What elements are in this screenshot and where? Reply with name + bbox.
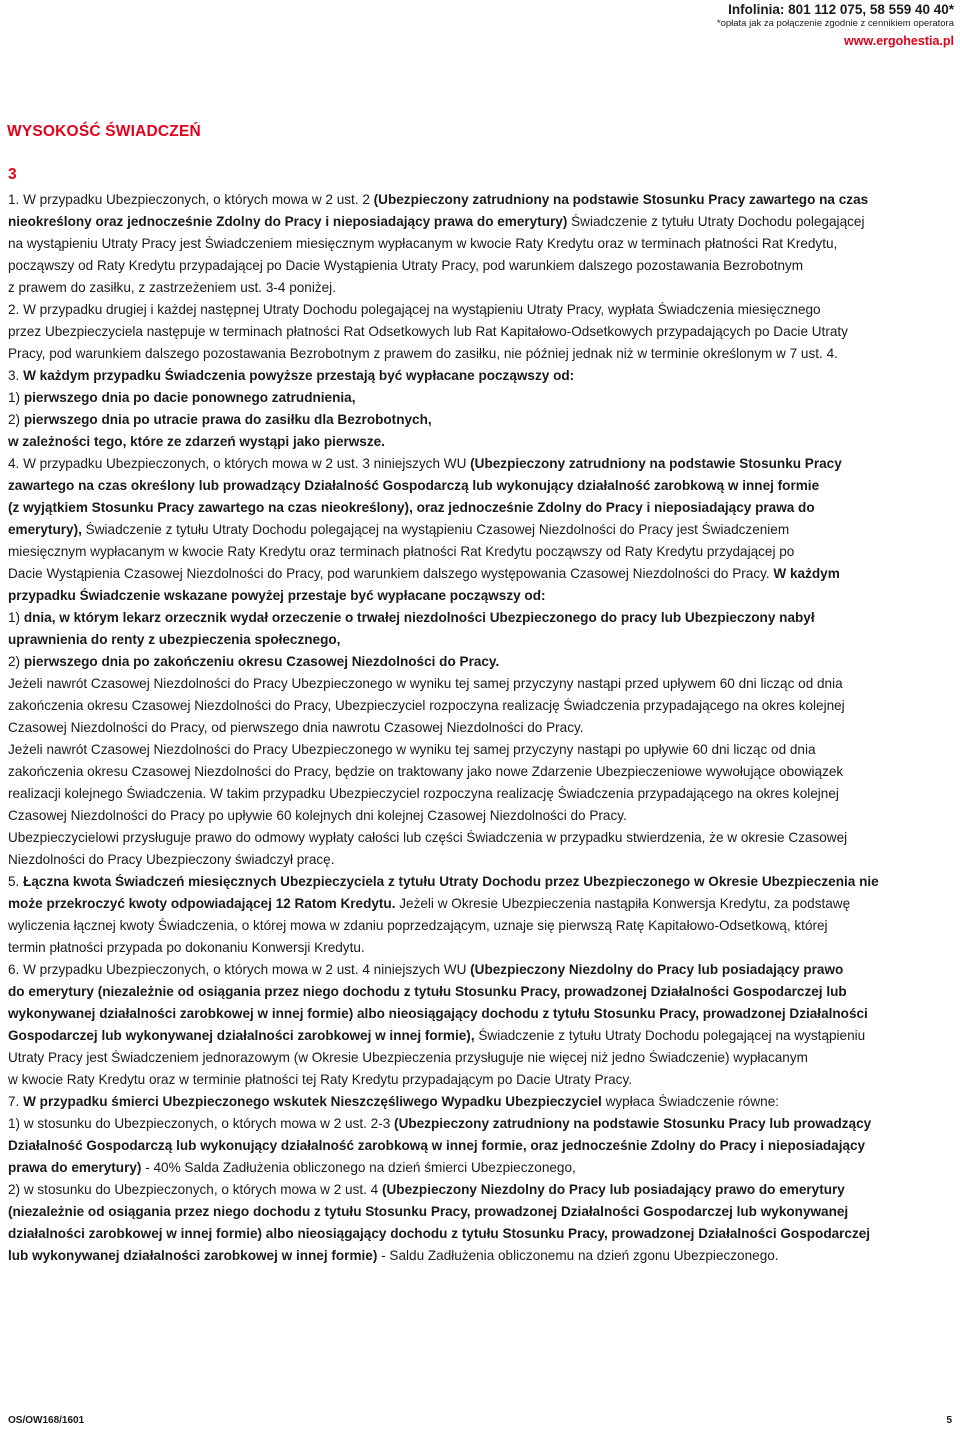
text-run: począwszy od Raty Kredytu przypadającej po Dacie Wystąpienia Utraty Pracy, pod warunkiem dalszego pozostawania Bezrobotnym xyxy=(8,258,804,273)
text-line xyxy=(8,387,954,409)
bold-text-run: może przekroczyć kwoty odpowiadającej 12 Ratom Kredytu. xyxy=(8,896,396,911)
text-run: Jeżeli w Okresie Ubezpieczenia nastąpiła Konwersja Kredytu, za podstawę xyxy=(395,896,851,911)
text-line xyxy=(8,1047,954,1069)
text-line xyxy=(8,321,954,343)
bold-text-run: (niezależnie od osiągania przez niego dochodu z tytułu Stosunku Pracy, prowadzonej Działalności Gospodarczej lub wykonywanej xyxy=(8,1204,849,1219)
text-line xyxy=(8,1025,954,1047)
bold-text-run: do emerytury (niezależnie od osiągania przez niego dochodu z tytułu Stosunku Pracy, prowadzonej Działalności Gospodarczej lub xyxy=(8,984,847,999)
text-run: Czasowej Niezdolności do Pracy po upływie 60 kolejnych dni kolejnej Czasowej Niezdolności do Pracy. xyxy=(8,808,627,823)
text-run: 2) xyxy=(8,654,24,669)
text-run: w kwocie Raty Kredytu oraz w terminie płatności tej Raty Kredytu przypadającym po Dacie Utraty Pracy. xyxy=(8,1072,632,1087)
text-line xyxy=(8,695,954,717)
fee-note: *opłata jak za połączenie zgodnie z cennikiem operatora xyxy=(716,18,954,29)
text-line xyxy=(8,233,954,255)
text-run: 3. xyxy=(8,368,24,383)
bold-text-run: nieokreślony oraz jednocześnie Zdolny do Pracy i nieposiadający prawa do emerytury) xyxy=(8,214,568,229)
bold-text-run: Gospodarczej lub wykonywanej działalności zarobkowej w innej formie), xyxy=(8,1028,475,1043)
bold-text-run: pierwszego dnia po utracie prawa do zasiłku dla Bezrobotnych, xyxy=(23,412,432,427)
text-run: Świadczenie z tytułu Utraty Dochodu polegającej na wystąpieniu Czasowej Niezdolności do Pracy jest Świadczeniem xyxy=(81,522,790,537)
text-run: Pracy, pod warunkiem dalszego pozostawania Bezrobotnym z prawem do zasiłku, nie później jednak niż w terminie określonym w 7 ust. 4. xyxy=(8,346,838,361)
text-line xyxy=(8,651,954,673)
text-line xyxy=(8,453,954,475)
text-line xyxy=(8,1223,954,1245)
bold-text-run: pierwszego dnia po zakończeniu okresu Czasowej Niezdolności do Pracy. xyxy=(23,654,500,669)
text-run: miesięcznym wypłacanym w kwocie Raty Kredytu oraz terminach płatności Rat Kredytu począwszy od Raty Kredytu przydającej po xyxy=(8,544,795,559)
bold-text-run: (Ubezpieczony Niezdolny do Pracy lub posiadający prawo xyxy=(470,962,844,977)
text-run: 1) w stosunku do Ubezpieczonych, o których mowa w 2 ust. 2-3 xyxy=(8,1116,395,1131)
text-run: wyliczenia łącznej kwoty Świadczenia, o której mowa w zdaniu poprzedzającym, uznaje się pierwszą Ratę Kapitałowo-Odsetkową, której xyxy=(8,918,828,933)
text-line xyxy=(8,1201,954,1223)
text-line xyxy=(8,959,954,981)
text-run: Świadczenie z tytułu Utraty Dochodu polegającej xyxy=(567,214,865,229)
section-title: WYSOKOŚĆ ŚWIADCZEŃ xyxy=(7,123,201,140)
text-run: 2) xyxy=(8,412,24,427)
text-line xyxy=(8,827,954,849)
text-run: Niezdolności do Pracy Ubezpieczony świadczył pracę. xyxy=(8,852,335,867)
text-run: Ubezpieczycielowi przysługuje prawo do odmowy wypłaty całości lub części Świadczenia w przypadku stwierdzenia, że w okresie Czasowej xyxy=(8,830,848,845)
text-line xyxy=(8,915,954,937)
bold-text-run: W każdym przypadku Świadczenia powyższe przestają być wypłacane począwszy od: xyxy=(23,368,575,383)
text-line xyxy=(8,1003,954,1025)
bold-text-run: działalności zarobkowej w innej formie) albo nieosiągający dochodu z tytułu Stosunku Pracy, prowadzonej Działalności Gospodarczej xyxy=(8,1226,871,1241)
text-line xyxy=(8,1091,954,1113)
text-run: 1) xyxy=(8,610,24,625)
text-line xyxy=(8,783,954,805)
text-line xyxy=(8,299,954,321)
text-run: realizacji kolejnego Świadczenia. W takim przypadku Ubezpieczyciel rozpoczyna realizację Świadczenia przypadającego na okres kolejnej xyxy=(8,786,839,801)
text-line xyxy=(8,563,954,585)
bold-text-run: przypadku Świadczenie wskazane powyżej przestaje być wypłacane począwszy od: xyxy=(8,588,546,603)
bold-text-run: (Ubezpieczony zatrudniony na podstawie Stosunku Pracy zawartego na czas xyxy=(373,192,869,207)
section-number: 3 xyxy=(8,166,17,183)
bold-text-run: (Ubezpieczony zatrudniony na podstawie Stosunku Pracy lub prowadzący xyxy=(394,1116,872,1131)
text-line xyxy=(8,541,954,563)
text-run: 2) w stosunku do Ubezpieczonych, o których mowa w 2 ust. 4 xyxy=(8,1182,382,1197)
text-run: zakończenia okresu Czasowej Niezdolności do Pracy, będzie on traktowany jako nowe Zdarzenie Ubezpieczeniowe wywołujące obowiązek xyxy=(8,764,844,779)
text-line xyxy=(8,981,954,1003)
text-run: Jeżeli nawrót Czasowej Niezdolności do Pracy Ubezpieczonego w wyniku tej samej przyczyny nastąpi przed upływem 60 dni licząc od dnia xyxy=(8,676,843,691)
text-line xyxy=(8,211,954,233)
text-line xyxy=(8,849,954,871)
bold-text-run: uprawnienia do renty z ubezpieczenia społecznego, xyxy=(8,632,341,647)
bold-text-run: (z wyjątkiem Stosunku Pracy zawartego na czas nieokreślony), oraz jednocześnie Zdolny do Pracy i nieposiadający prawa do xyxy=(8,500,815,515)
section-body xyxy=(8,189,956,1267)
bold-text-run: Łączna kwota Świadczeń miesięcznych Ubezpieczyciela z tytułu Utraty Dochodu przez Ubezpieczonego w Okresie Ubezpieczenia nie xyxy=(23,874,879,889)
text-run: Dacie Wystąpienia Czasowej Niezdolności do Pracy, pod warunkiem dalszego występowania Czasowej Niezdolności do Pracy. xyxy=(8,566,774,581)
text-line xyxy=(8,1113,954,1135)
text-run: 5. xyxy=(8,874,24,889)
text-line xyxy=(8,607,954,629)
document-code: OS/OW168/1601 xyxy=(8,1415,85,1426)
text-run: 4. W przypadku Ubezpieczonych, o których mowa w 2 ust. 3 niniejszych WU xyxy=(8,456,471,471)
bold-text-run: pierwszego dnia po dacie ponownego zatrudnienia, xyxy=(23,390,356,405)
page-number: 5 xyxy=(946,1415,952,1426)
bold-text-run: (Ubezpieczony Niezdolny do Pracy lub posiadający prawo do emerytury xyxy=(381,1182,845,1197)
bold-text-run: W każdym xyxy=(773,566,840,581)
text-line xyxy=(8,497,954,519)
text-line xyxy=(8,1069,954,1091)
text-line xyxy=(8,673,954,695)
text-run: 7. xyxy=(8,1094,24,1109)
text-run: przez Ubezpieczyciela następuje w terminach płatności Rat Odsetkowych lub Rat Kapitałowo-Odsetkowych przypadających po Dacie Utraty xyxy=(8,324,848,339)
text-run: Świadczenie z tytułu Utraty Dochodu polegającej na wystąpieniu xyxy=(474,1028,866,1043)
text-run: zakończenia okresu Czasowej Niezdolności do Pracy, Ubezpieczyciel rozpoczyna realizację Świadczenia przypadającego na okres kolejnej xyxy=(8,698,845,713)
text-line xyxy=(8,409,954,431)
text-run: z prawem do zasiłku, z zastrzeżeniem ust. 3-4 poniżej. xyxy=(8,280,336,295)
text-run: - Saldu Zadłużenia obliczonemu na dzień zgonu Ubezpieczonego. xyxy=(377,1248,779,1263)
text-line xyxy=(8,519,954,541)
text-line xyxy=(8,431,954,453)
text-run: 6. W przypadku Ubezpieczonych, o których mowa w 2 ust. 4 niniejszych WU xyxy=(8,962,471,977)
text-run: Jeżeli nawrót Czasowej Niezdolności do Pracy Ubezpieczonego w wyniku tej samej przyczyny nastąpi po upływie 60 dni licząc od dnia xyxy=(8,742,816,757)
bold-text-run: (Ubezpieczony zatrudniony na podstawie Stosunku Pracy xyxy=(470,456,842,471)
bold-text-run: emerytury), xyxy=(8,522,82,537)
text-run: 1) xyxy=(8,390,24,405)
text-run: 1. W przypadku Ubezpieczonych, o których mowa w 2 ust. 2 xyxy=(8,192,374,207)
text-run: Czasowej Niezdolności do Pracy, od pierwszego dnia nawrotu Czasowej Niezdolności do Pracy. xyxy=(8,720,584,735)
text-line xyxy=(8,1245,954,1267)
text-line xyxy=(8,343,954,365)
text-line xyxy=(8,937,954,959)
text-line xyxy=(8,893,954,915)
text-line xyxy=(8,1179,954,1201)
text-line xyxy=(8,277,954,299)
text-run: wypłaca Świadczenie równe: xyxy=(601,1094,780,1109)
bold-text-run: W przypadku śmierci Ubezpieczonego wskutek Nieszczęśliwego Wypadku Ubezpieczyciel xyxy=(23,1094,602,1109)
text-run: - 40% Salda Zadłużenia obliczonego na dzień śmierci Ubezpieczonego, xyxy=(141,1160,576,1175)
bold-text-run: Działalność Gospodarczą lub wykonujący działalność zarobkową w innej formie, oraz jednocześnie Zdolny do Pracy i nieposiadający xyxy=(8,1138,866,1153)
text-run: Utraty Pracy jest Świadczeniem jednorazowym (w Okresie Ubezpieczenia przysługuje nie więcej niż jedno Świadczenie) wypłacanym xyxy=(8,1050,808,1065)
bold-text-run: lub wykonywanej działalności zarobkowej w innej formie) xyxy=(8,1248,378,1263)
text-run: termin płatności przypada po dokonaniu Konwersji Kredytu. xyxy=(8,940,365,955)
bold-text-run: dnia, w którym lekarz orzecznik wydał orzeczenie o trwałej niezdolności Ubezpieczonego do pracy lub Ubezpieczony nabył xyxy=(23,610,815,625)
text-line xyxy=(8,629,954,651)
text-line xyxy=(8,805,954,827)
bold-text-run: zawartego na czas określony lub prowadzący Działalność Gospodarczą lub wykonujący działalność zarobkową w innej formie xyxy=(8,478,820,493)
text-line xyxy=(8,189,954,211)
text-run: 2. W przypadku drugiej i każdej następnej Utraty Dochodu polegającej na wystąpieniu Utraty Pracy, wypłata Świadczenia miesięcznego xyxy=(8,302,821,317)
website-link[interactable]: www.ergohestia.pl xyxy=(844,34,954,48)
text-run: na wystąpieniu Utraty Pracy jest Świadczeniem miesięcznym wypłacanym w kwocie Raty Kredytu oraz w terminach płatności Rat Kredytu, xyxy=(8,236,838,251)
hotline-text: Infolinia: 801 112 075, 58 559 40 40* xyxy=(728,2,954,17)
text-line xyxy=(8,761,954,783)
text-line xyxy=(8,475,954,497)
bold-text-run: prawa do emerytury) xyxy=(8,1160,142,1175)
text-line xyxy=(8,739,954,761)
page-header xyxy=(717,2,954,50)
text-line xyxy=(8,717,954,739)
bold-text-run: w zależności tego, które ze zdarzeń wystąpi jako pierwsze. xyxy=(8,434,385,449)
text-line xyxy=(8,255,954,277)
text-line xyxy=(8,365,954,387)
text-line xyxy=(8,871,954,893)
text-line xyxy=(8,1157,954,1179)
text-line xyxy=(8,585,954,607)
text-line xyxy=(8,1135,954,1157)
bold-text-run: wykonywanej działalności zarobkowej w innej formie) albo nieosiągający dochodu z tytułu Stosunku Pracy, prowadzonej Działalności xyxy=(8,1006,868,1021)
